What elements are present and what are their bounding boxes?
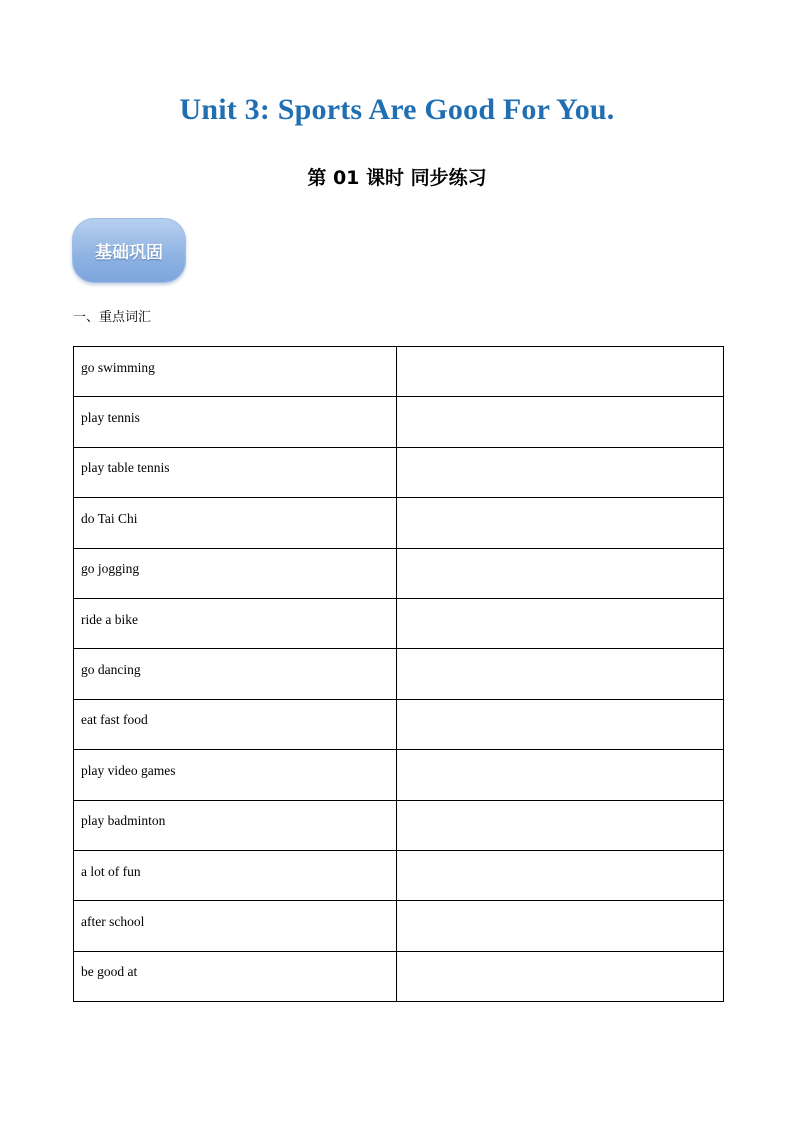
table-row <box>74 397 724 447</box>
vocab-answer-cell[interactable] <box>397 548 724 598</box>
table-row <box>74 347 724 397</box>
vocab-term: go dancing <box>81 662 141 678</box>
vocab-term: play badminton <box>81 813 166 829</box>
vocab-term-cell <box>74 901 397 951</box>
vocab-term-cell <box>74 850 397 900</box>
vocab-term-cell <box>74 548 397 598</box>
table-row <box>74 649 724 699</box>
vocab-term-cell <box>74 750 397 800</box>
vocab-answer-cell[interactable] <box>397 397 724 447</box>
vocab-term-cell <box>74 347 397 397</box>
vocab-term: ride a bike <box>81 611 138 627</box>
vocab-term: play table tennis <box>81 460 170 476</box>
vocab-term: do Tai Chi <box>81 510 138 526</box>
vocab-term-cell <box>74 598 397 648</box>
lesson-subtitle: 第 01 课时 同步练习 <box>307 167 487 189</box>
table-row <box>74 850 724 900</box>
vocab-term: after school <box>81 913 145 929</box>
vocab-term: be good at <box>81 964 138 980</box>
vocab-term-cell <box>74 498 397 548</box>
vocab-term: go swimming <box>81 359 155 375</box>
vocab-term: go jogging <box>81 561 140 577</box>
vocab-term: a lot of fun <box>81 863 141 879</box>
table-row <box>74 498 724 548</box>
vocab-answer-cell[interactable] <box>397 750 724 800</box>
table-row <box>74 447 724 497</box>
vocab-term: eat fast food <box>81 712 148 728</box>
vocab-term-cell <box>74 800 397 850</box>
vocab-answer-cell[interactable] <box>397 447 724 497</box>
vocab-answer-cell[interactable] <box>397 800 724 850</box>
vocabulary-table-body <box>74 347 724 1002</box>
table-row <box>74 598 724 648</box>
page-title: Unit 3: Sports Are Good For You. <box>179 93 615 126</box>
table-row <box>74 901 724 951</box>
table-row <box>74 951 724 1001</box>
vocab-term-cell <box>74 951 397 1001</box>
section-heading: 一、重点词汇 <box>73 310 152 325</box>
table-row <box>74 699 724 749</box>
vocab-answer-cell[interactable] <box>397 699 724 749</box>
table-row <box>74 750 724 800</box>
vocab-answer-cell[interactable] <box>397 498 724 548</box>
vocab-answer-cell[interactable] <box>397 347 724 397</box>
vocab-term: play tennis <box>81 410 140 426</box>
vocab-term-cell <box>74 397 397 447</box>
section-badge-label: 基础巩固 <box>95 243 163 263</box>
vocab-answer-cell[interactable] <box>397 901 724 951</box>
vocab-term-cell <box>74 649 397 699</box>
vocabulary-table <box>73 346 724 1002</box>
vocab-answer-cell[interactable] <box>397 598 724 648</box>
table-row <box>74 548 724 598</box>
table-row <box>74 800 724 850</box>
vocab-answer-cell[interactable] <box>397 951 724 1001</box>
vocab-answer-cell[interactable] <box>397 850 724 900</box>
vocab-term-cell <box>74 447 397 497</box>
section-badge <box>72 218 186 283</box>
vocab-term-cell <box>74 699 397 749</box>
vocab-answer-cell[interactable] <box>397 649 724 699</box>
vocab-term: play video games <box>81 762 176 778</box>
